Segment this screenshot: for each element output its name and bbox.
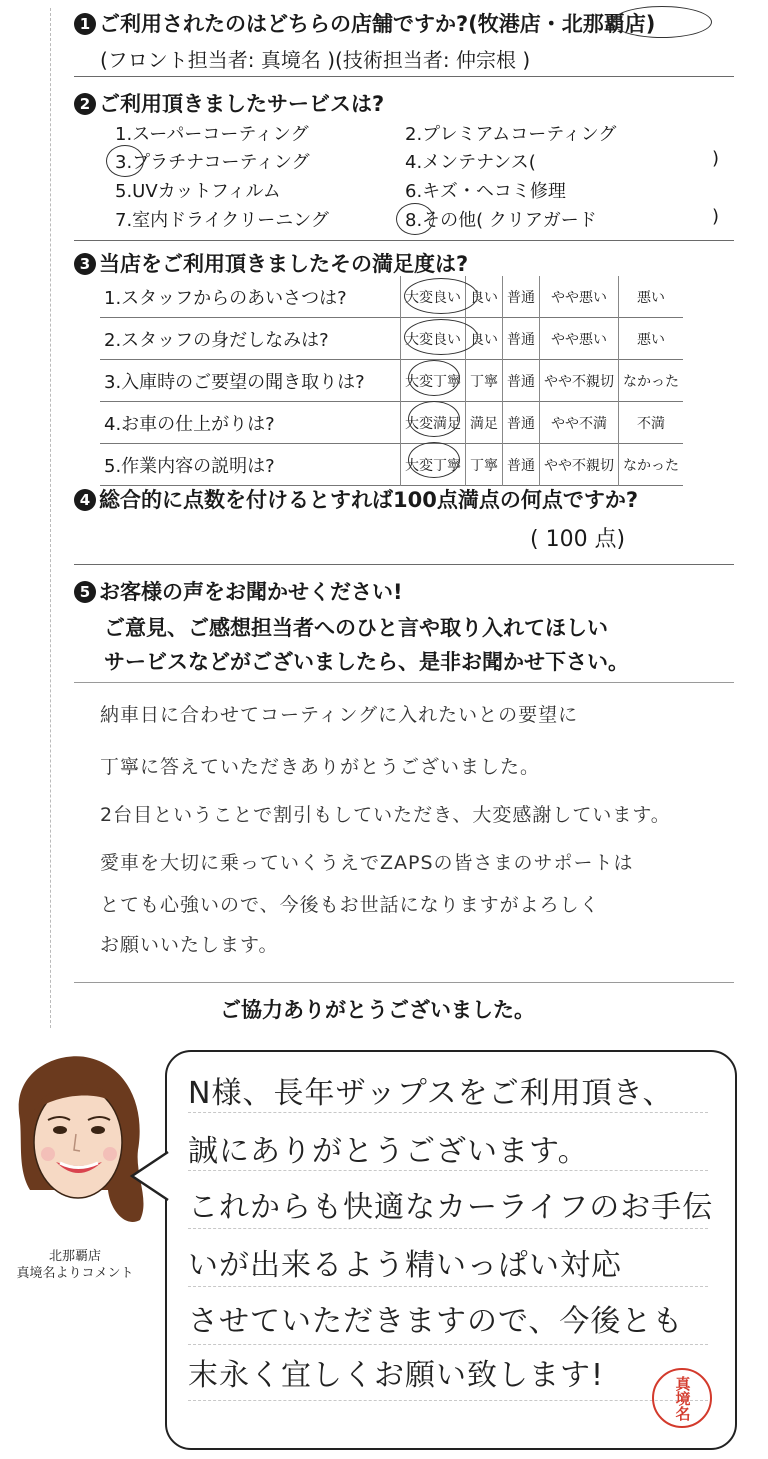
store-selection-circle: [612, 6, 712, 38]
q2-number-badge: 2: [74, 93, 96, 115]
divider: [74, 564, 734, 565]
ruled-line: [74, 682, 734, 683]
q4-text: 総合的に点数を付けるとすれば100点満点の何点ですか?: [99, 488, 639, 512]
option: 大変満足: [401, 402, 466, 444]
answer-circle: [404, 319, 478, 355]
option: 良い: [466, 318, 503, 360]
q1-text: ご利用されたのはどちらの店舗ですか?(牧港店・北那覇店): [99, 12, 656, 36]
answer-circle: [408, 360, 460, 396]
close-paren: ): [712, 206, 720, 227]
option: やや不親切: [540, 444, 619, 486]
q2-question: [74, 88, 384, 118]
divider: [74, 76, 734, 77]
dashed-margin-line: [50, 8, 51, 1028]
comment-line: お願いいたします。: [100, 934, 279, 956]
answer-circle: [408, 401, 460, 437]
table-row: [100, 444, 683, 486]
service-option: 4.メンテナンス(: [405, 152, 536, 173]
service-option: 8.その他( クリアガード: [405, 210, 597, 231]
reply-line: 末永く宜しくお願い致します!: [188, 1358, 605, 1393]
service-option: 1.スーパーコーティング: [115, 124, 309, 145]
table-row: [100, 360, 683, 402]
reply-line: これからも快適なカーライフのお手伝: [188, 1190, 714, 1225]
satisfaction-table: [100, 276, 683, 486]
q2-text: ご利用頂きましたサービスは?: [99, 92, 385, 116]
row-label: 2.スタッフの身だしなみは?: [104, 329, 329, 351]
service-option: 6.キズ・ヘコミ修理: [405, 181, 566, 202]
staff-caption-store: 北那覇店: [48, 1249, 101, 1264]
answer-circle: [404, 278, 478, 314]
option: 悪い: [619, 318, 684, 360]
name-seal-stamp: [652, 1368, 712, 1428]
q1-staff-line: (フロント担当者: 真境名 )(技術担当者: 仲宗根 ): [100, 48, 531, 72]
staff-avatar: [0, 1050, 160, 1240]
reply-line: 誠にありがとうございます。: [188, 1134, 589, 1169]
option: 丁寧: [466, 444, 503, 486]
option: 悪い: [619, 276, 684, 318]
q5-number-badge: 5: [74, 581, 96, 603]
bubble-ruled-line: [188, 1286, 708, 1287]
comment-line: 2台目ということで割引もしていただき、大変感謝しています。: [100, 804, 671, 826]
comment-line: とても心強いので、今後もお世話になりますがよろしく: [100, 894, 600, 916]
option: 普通: [503, 360, 540, 402]
q5-question: [74, 576, 403, 606]
answer-circle: [408, 442, 460, 478]
option: 大変丁寧: [401, 360, 466, 402]
q3-number-badge: 3: [74, 253, 96, 275]
comment-line: 丁寧に答えていただきありがとうございました。: [100, 756, 541, 778]
option: 普通: [503, 444, 540, 486]
service-option: 2.プレミアムコーティング: [405, 124, 617, 145]
option: 満足: [466, 402, 503, 444]
table-row: [100, 402, 683, 444]
row-label: 3.入庫時のご要望の聞き取りは?: [104, 371, 365, 393]
bubble-ruled-line: [188, 1228, 708, 1229]
bubble-ruled-line: [188, 1170, 708, 1171]
q3-text: 当店をご利用頂きましたその満足度は?: [99, 252, 469, 276]
bubble-ruled-line: [188, 1400, 708, 1401]
q1-number-badge: 1: [74, 13, 96, 35]
q5-text: お客様の声をお聞かせください!: [99, 580, 403, 604]
close-paren: ): [712, 148, 720, 169]
bubble-ruled-line: [188, 1112, 708, 1113]
service-option: 5.UVカットフィルム: [115, 181, 281, 202]
option: 普通: [503, 318, 540, 360]
reply-line: いが出来るよう精いっぱい対応: [188, 1248, 622, 1283]
service-option: 3.プラチナコーティング: [115, 152, 310, 173]
q4-question: [74, 484, 638, 514]
divider: [74, 240, 734, 241]
q1-question: [74, 8, 655, 38]
q4-number-badge: 4: [74, 489, 96, 511]
seal-stamp-text: 真境名: [673, 1375, 692, 1421]
option: 大変良い: [401, 276, 466, 318]
q5-subtext: ご意見、ご感想担当者へのひと言や取り入れてほしい: [104, 616, 608, 640]
option: 不満: [619, 402, 684, 444]
option: 普通: [503, 276, 540, 318]
option: 普通: [503, 402, 540, 444]
staff-portrait-illustration: [0, 1050, 160, 1240]
bubble-ruled-line: [188, 1344, 708, 1345]
service-3-circle: [106, 145, 144, 177]
row-label: 4.お車の仕上がりは?: [104, 413, 275, 435]
staff-caption: [0, 1248, 150, 1282]
option: やや悪い: [540, 318, 619, 360]
option: なかった: [619, 360, 684, 402]
option: なかった: [619, 444, 684, 486]
comment-line: 納車日に合わせてコーティングに入れたいとの要望に: [100, 704, 579, 726]
table-row: [100, 276, 683, 318]
reply-line: させていただきますので、今後とも: [188, 1304, 684, 1339]
thanks-message: ご協力ありがとうございました。: [220, 998, 535, 1022]
service-option: 7.室内ドライクリーニング: [115, 210, 329, 231]
option: 丁寧: [466, 360, 503, 402]
option: やや悪い: [540, 276, 619, 318]
option: 大変良い: [401, 318, 466, 360]
option: やや不親切: [540, 360, 619, 402]
staff-caption-name: 真境名よりコメント: [16, 1266, 134, 1281]
row-label: 5.作業内容の説明は?: [104, 455, 275, 477]
table-row: [100, 318, 683, 360]
reply-line: N様、長年ザップスをご利用頂き、: [188, 1076, 674, 1111]
row-label: 1.スタッフからのあいさつは?: [104, 287, 347, 309]
option: やや不満: [540, 402, 619, 444]
comment-line: 愛車を大切に乗っていくうえでZAPSの皆さまのサポートは: [100, 852, 634, 874]
speech-bubble-tail: [128, 1148, 170, 1204]
option: 大変丁寧: [401, 444, 466, 486]
q5-subtext: サービスなどがございましたら、是非お聞かせ下さい。: [104, 650, 629, 674]
ruled-line: [74, 982, 734, 983]
q3-question: [74, 248, 468, 278]
option: 良い: [466, 276, 503, 318]
service-8-circle: [396, 203, 434, 235]
score-answer: ( 100 点): [530, 527, 626, 552]
